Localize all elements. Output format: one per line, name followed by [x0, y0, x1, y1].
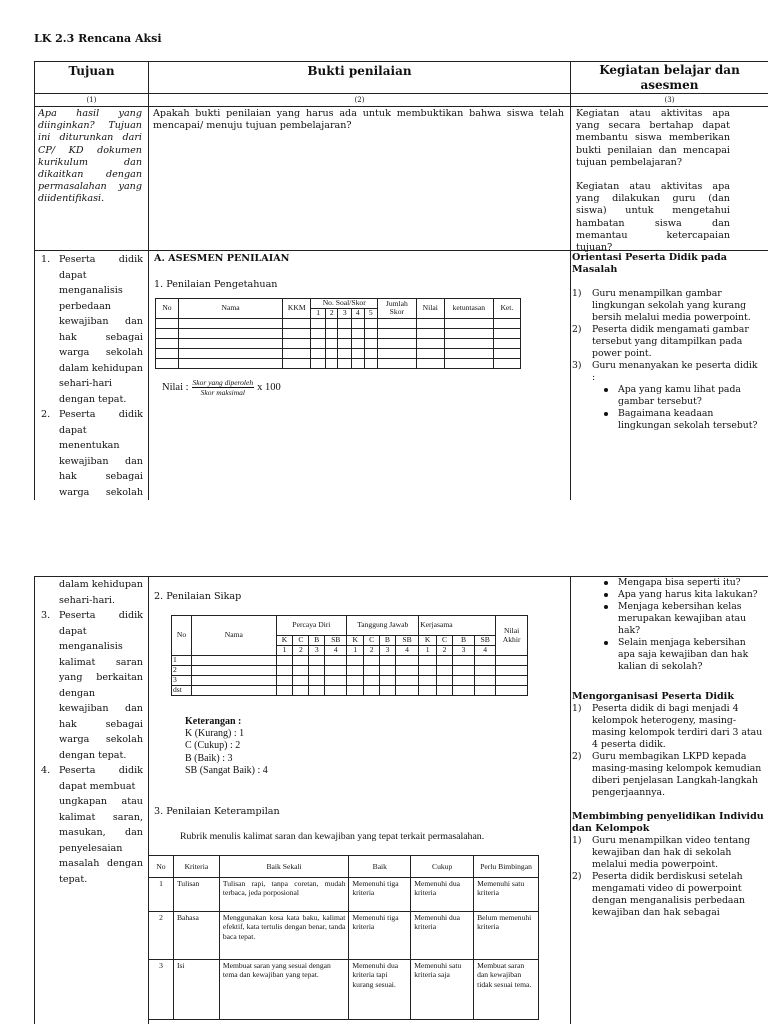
objective-2-line: dalam kehidupan	[59, 579, 143, 590]
criteria-score: 2	[437, 646, 453, 656]
rubric-header-baik-sekali: Baik Sekali	[219, 856, 349, 878]
objective-4-line: kalimat saran,	[59, 811, 143, 823]
criteria-code: C	[364, 636, 380, 646]
objective-2-number: 2.	[41, 409, 51, 420]
knowledge-assessment-title: 1. Penilaian Pengetahuan	[154, 279, 278, 290]
grade-formula	[162, 378, 281, 397]
objective-4-line: dapat membuat	[59, 780, 136, 792]
objective-3-line: dapat	[59, 625, 87, 637]
knowledge-header-kkm: KKM	[283, 299, 311, 319]
objective-1	[35, 252, 143, 407]
item-number: 2)	[572, 751, 582, 762]
guide-title: Membimbing penyelidikan Individu dan Kelompok	[572, 811, 764, 834]
criteria-score: 1	[419, 646, 437, 656]
table-row	[156, 328, 521, 338]
rubric-header-perlu-bimbingan: Perlu Bimbingan	[474, 856, 539, 878]
rubric-header-kriteria: Kriteria	[173, 856, 219, 878]
criteria-score: 4	[475, 646, 496, 656]
table-row	[172, 666, 528, 676]
rubric-header-baik: Baik	[349, 856, 411, 878]
activities-page-2	[572, 577, 764, 1024]
objective-2	[35, 407, 143, 500]
rubric-kriteria: Bahasa	[173, 912, 219, 960]
objective-1-line: dapat	[59, 269, 87, 281]
formula-numerator: Skor yang diperoleh	[192, 378, 254, 387]
legend-item: K (Kurang) : 1	[185, 728, 245, 740]
objective-2-line: Peserta didik	[59, 409, 143, 420]
item-number: 1)	[572, 835, 582, 846]
criteria-code: SB	[475, 636, 496, 646]
list-item	[572, 835, 764, 871]
soal-number: 3	[338, 309, 352, 319]
attitude-header-nilai-akhir: Nilai Akhir	[496, 616, 528, 656]
criteria-score: 3	[309, 646, 325, 656]
table-row	[172, 686, 528, 696]
objective-2-line: dapat	[59, 424, 87, 436]
table-row	[172, 656, 528, 666]
objective-4-number: 4.	[41, 765, 51, 776]
objective-3-line: kalimat saran	[59, 656, 143, 668]
criteria-code: B	[380, 636, 396, 646]
legend-item: SB (Sangat Baik) : 4	[185, 764, 268, 776]
objectives-page-1	[35, 252, 143, 500]
item-text: Peserta didik mengamati gambar tersebut yang ditampilkan pada power point.	[592, 324, 749, 359]
objective-3-line: hak sebagai	[59, 718, 143, 730]
table-row	[156, 348, 521, 358]
attitude-assessment-title: 2. Penilaian Sikap	[154, 591, 242, 602]
objective-1-line: Peserta didik	[59, 254, 143, 265]
objective-1-line: menganalisis	[59, 285, 123, 296]
rubric-baik: Memenuhi tiga kriteria	[349, 878, 411, 912]
rubric-kriteria: Tulisan	[173, 878, 219, 912]
guide-kegiatan	[576, 108, 730, 254]
list-item	[572, 324, 762, 360]
objective-3-line: warga sekolah	[59, 734, 143, 745]
item-text: Peserta didik di bagi menjadi 4 kelompok heterogeny, masing-masing kelompok terdiri dari 3 atau 4 peserta didik.	[592, 703, 763, 750]
objective-4-line: masalah dengan	[59, 858, 143, 869]
item-number: 3)	[572, 360, 582, 371]
knowledge-header-nama: Nama	[178, 299, 282, 319]
item-text: Guru membagikan LKPD kepada masing-masing kelompok kemudian diberi penjelasan Langkah-langkah pengerjaannya.	[592, 751, 762, 798]
knowledge-header-ketuntasan: ketuntasan	[444, 299, 493, 319]
column-header-bukti-penilaian: Bukti penilaian	[307, 64, 412, 78]
document-title: LK 2.3 Rencana Aksi	[34, 32, 162, 45]
objective-1-line: dalam kehidupan	[59, 362, 143, 374]
row-number: dst	[172, 686, 192, 696]
objective-1-number: 1.	[41, 254, 51, 265]
bullet-item: Bagaimana keadaan lingkungan sekolah tersebut?	[572, 408, 762, 432]
item-text: Guru menanyakan ke peserta didik :	[592, 360, 758, 383]
criteria-score: 3	[380, 646, 396, 656]
formula-prefix: Nilai :	[162, 382, 189, 393]
objective-4-line: Peserta didik	[59, 765, 143, 776]
knowledge-header-soal: No. Soal/Skor	[311, 299, 378, 309]
guide-kegiatan-paragraph-2: Kegiatan atau aktivitas apa yang dilakukan guru (dan siswa) untuk mengetahui hambatan siswa dan memantau ketercapaian tujuan?	[576, 181, 730, 254]
objective-1-line: warga sekolah	[59, 347, 143, 358]
objective-2-line: menentukan	[59, 440, 120, 451]
objective-3	[35, 608, 143, 763]
row-number: 3	[172, 676, 192, 686]
item-text: Guru menampilkan video tentang kewajiban dan hak di sekolah melalui media powerpoint.	[592, 835, 751, 870]
column-header-kegiatan-line1: Kegiatan belajar dan asesmen	[599, 63, 740, 92]
rubric-baik-sekali: Menggunakan kosa kata baku, kalimat efektif, kata tertulis dengan benar, tanda baca tepat.	[219, 912, 349, 960]
rubric-kriteria: Isi	[173, 960, 219, 1020]
table-row	[149, 960, 539, 1020]
criteria-code: B	[452, 636, 474, 646]
soal-number: 1	[311, 309, 326, 319]
objective-2-line: warga sekolah	[59, 486, 143, 498]
list-item	[572, 871, 764, 919]
criteria-code: SB	[395, 636, 418, 646]
table-row	[156, 338, 521, 348]
legend-item: B (Baik) : 3	[185, 752, 233, 764]
table-row	[149, 878, 539, 912]
criteria-score: 1	[347, 646, 364, 656]
objective-3-line: dengan	[59, 687, 96, 699]
knowledge-header-jumlah: Jumlah Skor	[378, 299, 417, 319]
rubric-perlu: Memenuhi satu kriteria	[474, 878, 539, 912]
organize-title: Mengorganisasi Peserta Didik	[572, 691, 734, 702]
legend-title: Keterangan :	[185, 716, 242, 727]
criteria-score: 3	[452, 646, 474, 656]
item-number: 1)	[572, 288, 582, 299]
table-row	[172, 676, 528, 686]
knowledge-header-no: No	[156, 299, 179, 319]
row-number: 2	[172, 666, 192, 676]
guide-bukti-penilaian: Apakah bukti penilaian yang harus ada untuk membuktikan bahwa siswa telah mencapai/ menuju tujuan pembelajaran?	[153, 108, 564, 132]
rubric-baik: Memenuhi tiga kriteria	[349, 912, 411, 960]
question-list-page-2	[572, 577, 764, 673]
item-number: 1)	[572, 703, 582, 714]
objective-3-line: dengan tepat.	[59, 749, 127, 761]
criteria-score: 4	[395, 646, 418, 656]
knowledge-table	[155, 298, 521, 369]
attitude-group-tanggung-jawab: Tanggung Jawab	[347, 616, 419, 636]
guide-tujuan: Apa hasil yang diinginkan? Tujuan ini diturunkan dari CP/ KD dokumen kurikulum dan dikaitkan dengan permasalahan yang diidentifikasi.	[38, 108, 142, 205]
list-item	[572, 360, 762, 384]
attitude-legend	[185, 716, 268, 777]
column-number-2: (2)	[354, 96, 365, 104]
formula-suffix: x 100	[257, 382, 281, 393]
objective-1-line: hak sebagai	[59, 331, 143, 343]
item-text: Guru menampilkan gambar lingkungan sekolah yang kurang bersih melalui media powerpoint.	[592, 288, 751, 323]
objective-3-line: menganalisis	[59, 641, 123, 652]
criteria-code: B	[309, 636, 325, 646]
criteria-code: K	[276, 636, 293, 646]
orientation-title: Orientasi Peserta Didik pada Masalah	[572, 252, 727, 275]
objective-3-line: kewajiban dan	[59, 703, 143, 714]
rubric-baik-sekali: Membuat saran yang sesuai dengan tema dan kewajiban yang tepat.	[219, 960, 349, 1020]
rubric-cukup: Memenuhi dua kriteria	[411, 912, 474, 960]
rubric-no: 3	[149, 960, 174, 1020]
item-number: 2)	[572, 871, 582, 882]
attitude-group-kerjasama: Kerjasama	[419, 616, 496, 636]
item-text: Peserta didik berdiskusi setelah mengamati video di powerpoint dengan menganalisis perbedaan kewajiban dan hak sebagai	[592, 871, 745, 918]
list-item	[572, 288, 762, 324]
guide-list	[572, 835, 764, 919]
knowledge-header-nilai: Nilai	[416, 299, 444, 319]
criteria-code: K	[419, 636, 437, 646]
objective-4-line: penyelesaian	[59, 842, 123, 854]
objective-1-line: sehari-hari	[59, 378, 112, 389]
criteria-code: C	[437, 636, 453, 646]
column-number-3: (3)	[664, 96, 675, 104]
section-a-title: A. ASESMEN PENILAIAN	[154, 253, 290, 264]
rubric-cukup: Memenuhi dua kriteria	[411, 878, 474, 912]
column-header-kegiatan	[571, 62, 768, 93]
objective-4-line: masukan, dan	[59, 827, 143, 838]
column-number-1: (1)	[86, 96, 97, 104]
criteria-score: 2	[293, 646, 309, 656]
page-gap	[0, 500, 768, 576]
objective-2-line: kewajiban dan	[59, 455, 143, 467]
criteria-score: 4	[325, 646, 347, 656]
rubric-no: 2	[149, 912, 174, 960]
rubric-baik-sekali: Tulisan rapi, tanpa coretan, mudah terbaca, jeda porposional	[219, 878, 349, 912]
row-number: 1	[172, 656, 192, 666]
bullet-item: Apa yang kamu lihat pada gambar tersebut?	[572, 384, 762, 408]
soal-number: 4	[352, 309, 365, 319]
objective-4-line: tepat.	[59, 873, 88, 885]
activities-page-1	[572, 252, 762, 432]
knowledge-header-ket: Ket.	[493, 299, 520, 319]
objective-1-line: dengan tepat.	[59, 393, 127, 405]
rubric-header-no: No	[149, 856, 174, 878]
objective-4	[35, 763, 143, 887]
objective-3-line: yang berkaitan	[59, 672, 143, 683]
rubric-perlu: Membuat saran dan kewajiban tidak sesuai tema.	[474, 960, 539, 1020]
list-item	[572, 751, 764, 799]
criteria-score: 1	[276, 646, 293, 656]
attitude-group-percaya-diri: Percaya Diri	[276, 616, 347, 636]
rubric-perlu: Belum memenuhi kriteria	[474, 912, 539, 960]
bullet-item: Menjaga kebersihan kelas merupakan kewajiban atau hak?	[572, 601, 764, 637]
criteria-code: C	[293, 636, 309, 646]
organize-list	[572, 703, 764, 799]
attitude-header-nama: Nama	[192, 616, 277, 656]
table-row	[156, 318, 521, 328]
objective-3-number: 3.	[41, 610, 51, 621]
rubric-baik: Memenuhi dua kriteria tapi kurang sesuai.	[349, 960, 411, 1020]
attitude-table	[171, 615, 528, 696]
table-row	[156, 358, 521, 368]
rubric-cukup: Memenuhi satu kriteria saja	[411, 960, 474, 1020]
bullet-item: Mengapa bisa seperti itu?	[572, 577, 764, 589]
soal-number: 5	[364, 309, 378, 319]
rubric-no: 1	[149, 878, 174, 912]
rubric-table	[148, 855, 539, 1020]
objective-2-line: hak sebagai	[59, 471, 143, 482]
objective-1-line: kewajiban dan	[59, 316, 143, 327]
orientation-list	[572, 288, 762, 384]
rubric-header-cukup: Cukup	[411, 856, 474, 878]
bullet-item: Apa yang harus kita lakukan?	[572, 589, 764, 601]
skill-assessment-title: 3. Penilaian Keterampilan	[154, 806, 280, 817]
formula-denominator: Skor maksimal	[200, 388, 245, 397]
soal-number: 2	[325, 309, 338, 319]
formula-fraction	[192, 378, 255, 397]
objective-4-line: ungkapan atau	[59, 796, 143, 807]
objective-3-line: Peserta didik	[59, 610, 143, 621]
bullet-item: Selain menjaga kebersihan apa saja kewajiban dan hak kalian di sekolah?	[572, 637, 764, 673]
criteria-score: 2	[364, 646, 380, 656]
criteria-code: SB	[325, 636, 347, 646]
list-item	[572, 703, 764, 751]
table-row	[149, 912, 539, 960]
legend-item: C (Cukup) : 2	[185, 740, 241, 752]
column-header-tujuan: Tujuan	[68, 64, 115, 78]
rubric-intro: Rubrik menulis kalimat saran dan kewajiban yang tepat terkait permasalahan.	[180, 831, 485, 842]
question-list-page-1	[572, 384, 762, 432]
objective-1-line: perbedaan	[59, 300, 111, 312]
objective-2-line: sehari-hari.	[59, 594, 115, 606]
criteria-code: K	[347, 636, 364, 646]
objectives-page-2	[35, 577, 143, 887]
item-number: 2)	[572, 324, 582, 335]
guide-kegiatan-paragraph-1: Kegiatan atau aktivitas apa yang secara bertahap dapat membantu siswa memberikan bukti penilaian dan mencapai tujuan pembelajaran?	[576, 108, 730, 168]
attitude-header-no: No	[172, 616, 192, 656]
